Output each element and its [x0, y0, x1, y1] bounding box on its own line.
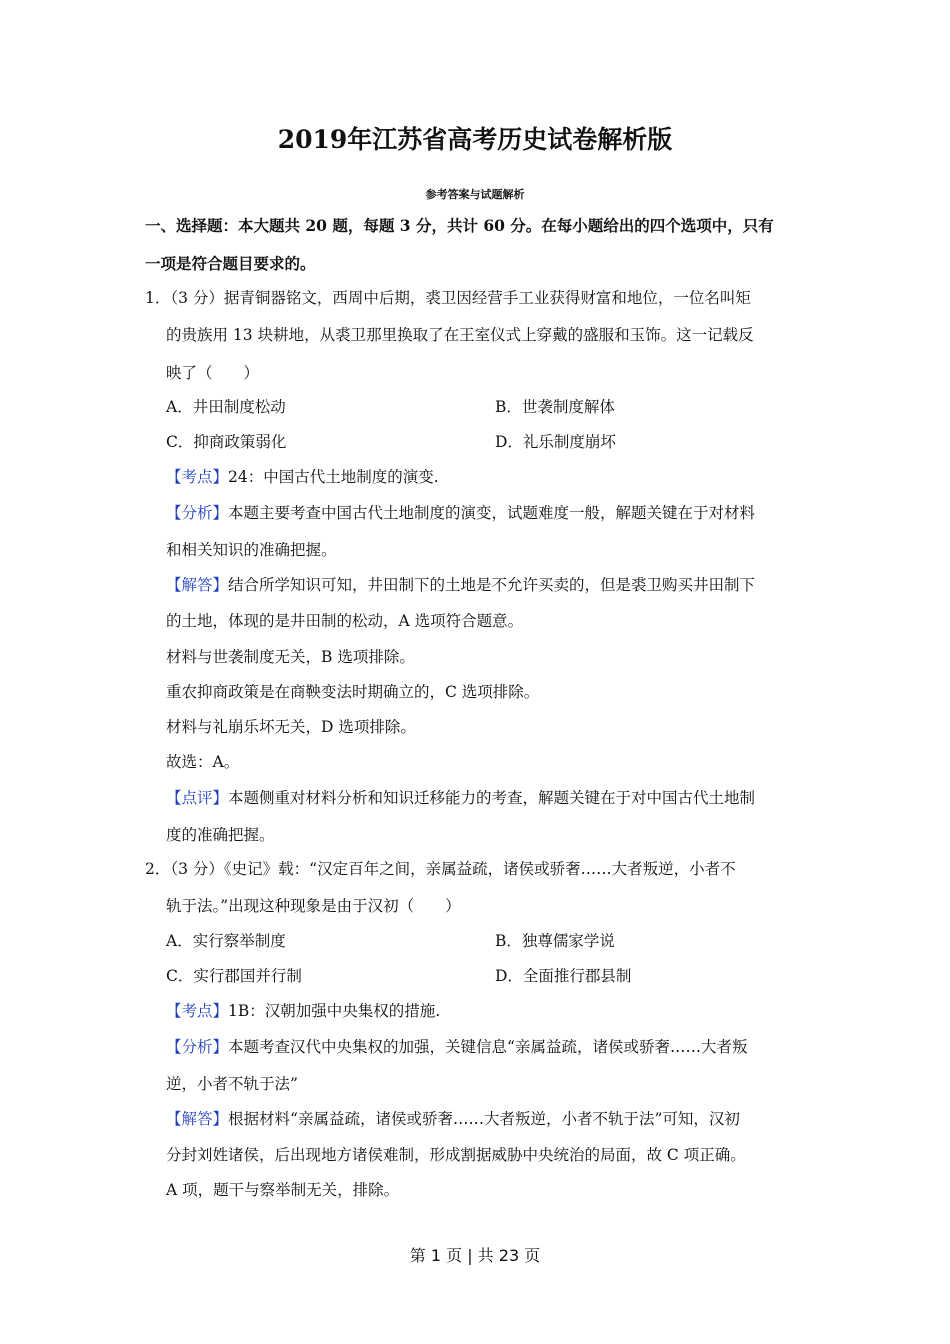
section-heading: 一、选择题：本大题共 20 题，每题 3 分，共计 60 分。在每小题给出的四个选项中，只有	[145, 216, 774, 235]
analysis-text: A 项，题干与察举制无关，排除。	[166, 1181, 400, 1199]
analysis-line	[166, 1001, 440, 1021]
analysis-text: 重农抑商政策是在商鞅变法时期确立的，C 选项排除。	[166, 683, 540, 701]
analysis-line	[166, 575, 755, 595]
analysis-text: 根据材料“亲属益疏，诸侯或骄奢……大者叛逆，小者不轨于法”可知，汉初	[228, 1110, 740, 1128]
analysis-text: 1B：汉朝加强中央集权的措施.	[228, 1002, 441, 1020]
analysis-line	[166, 611, 523, 631]
document-title: 2019年江苏省高考历史试卷解析版	[277, 125, 673, 154]
analysis-line	[166, 717, 416, 737]
question-stem: 映了（ ）	[166, 364, 260, 382]
analysis-line	[166, 682, 539, 702]
section-heading: 一项是符合题目要求的。	[145, 254, 316, 273]
answer-option: D．礼乐制度崩坏	[495, 433, 616, 451]
analysis-line	[166, 752, 239, 772]
analysis-text: 本题主要考查中国古代土地制度的演变，试题难度一般，解题关键在于对材料	[228, 504, 756, 522]
analysis-line	[166, 788, 755, 808]
answer-option: B．世袭制度解体	[495, 398, 615, 416]
analysis-text: 材料与世袭制度无关，B 选项排除。	[166, 648, 415, 666]
analysis-line	[166, 467, 439, 487]
analysis-text: 本题侧重对材料分析和知识迁移能力的考查，解题关键在于对中国古代土地制	[228, 789, 756, 807]
answer-option: C．实行郡国并行制	[166, 967, 302, 985]
analysis-label: 【考点】	[166, 1002, 229, 1020]
answer-option: A．井田制度松动	[166, 398, 286, 416]
analysis-line	[166, 1145, 746, 1165]
answer-option: B．独尊儒家学说	[495, 932, 615, 950]
question-stem: 1．（3 分）据青铜器铭文，西周中后期，裘卫因经营手工业获得财富和地位，一位名叫矩	[145, 289, 751, 307]
question-stem: 2．（3 分）《史记》载：“汉定百年之间，亲属益疏，诸侯或骄奢……大者叛逆，小者不	[145, 860, 736, 878]
analysis-line	[166, 503, 755, 523]
analysis-label: 【分析】	[166, 504, 229, 522]
analysis-line	[166, 540, 337, 560]
answer-option: A．实行察举制度	[166, 932, 286, 950]
page-footer: 第 1 页 | 共 23 页	[409, 1246, 541, 1265]
analysis-line	[166, 1109, 740, 1129]
analysis-line	[166, 825, 275, 845]
question-stem: 的贵族用 13 块耕地，从裘卫那里换取了在王室仪式上穿戴的盛服和玉饰。这一记载反	[166, 326, 754, 344]
answer-option: C．抑商政策弱化	[166, 433, 287, 451]
analysis-label: 【考点】	[166, 468, 229, 486]
analysis-text: 和相关知识的准确把握。	[166, 541, 337, 559]
analysis-text: 度的准确把握。	[166, 826, 275, 844]
document-subtitle: 参考答案与试题解析	[425, 188, 525, 201]
analysis-text: 24：中国古代土地制度的演变.	[228, 468, 439, 486]
analysis-line	[166, 647, 415, 667]
analysis-line	[166, 1180, 399, 1200]
question-stem: 轨于法。”出现这种现象是由于汉初（ ）	[166, 897, 461, 915]
analysis-label: 【解答】	[166, 576, 229, 594]
analysis-line	[166, 1074, 298, 1094]
analysis-text: 分封刘姓诸侯，后出现地方诸侯难制，形成割据威胁中央统治的局面，故 C 项正确。	[166, 1146, 746, 1164]
analysis-text: 材料与礼崩乐坏无关，D 选项排除。	[166, 718, 416, 736]
analysis-text: 本题考查汉代中央集权的加强，关键信息“亲属益疏，诸侯或骄奢……大者叛	[228, 1038, 748, 1056]
analysis-text: 的土地，体现的是井田制的松动，A 选项符合题意。	[166, 612, 524, 630]
analysis-text: 逆，小者不轨于法”	[166, 1075, 298, 1093]
analysis-text: 故选：A。	[166, 753, 240, 771]
analysis-line	[166, 1037, 747, 1057]
analysis-text: 结合所学知识可知，井田制下的土地是不允许买卖的，但是裘卫购买井田制下	[228, 576, 756, 594]
analysis-label: 【解答】	[166, 1110, 229, 1128]
analysis-label: 【点评】	[166, 789, 229, 807]
analysis-label: 【分析】	[166, 1038, 229, 1056]
answer-option: D．全面推行郡县制	[495, 967, 632, 985]
